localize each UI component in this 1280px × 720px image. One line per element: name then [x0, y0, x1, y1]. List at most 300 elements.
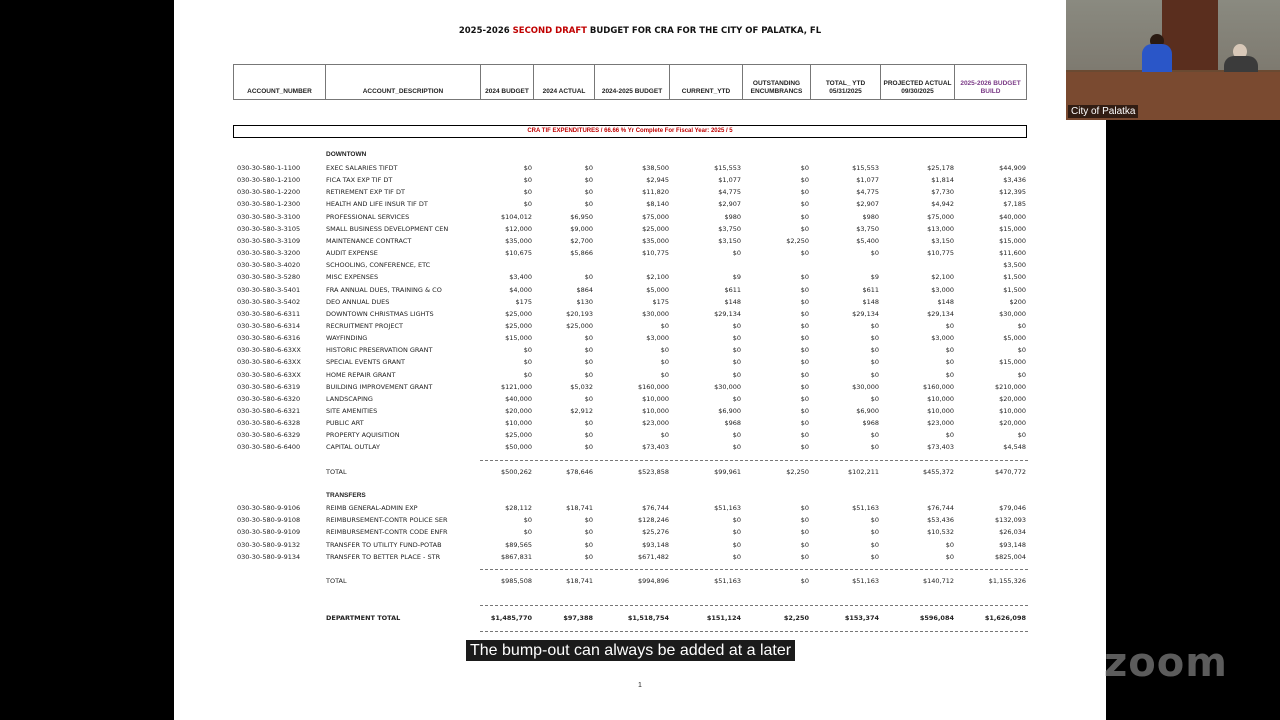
amount-cell: $3,500	[1003, 261, 1026, 270]
amount-cell: $0	[800, 419, 809, 428]
account-description-cell: RETIREMENT EXP TIF DT	[326, 188, 405, 197]
zoom-logo: zoom	[1104, 640, 1228, 686]
account-number-cell: 030-30-580-9-9108	[237, 516, 301, 525]
amount-cell: $175	[652, 297, 669, 306]
amount-cell: $0	[945, 370, 954, 379]
amount-cell: $4,000	[509, 285, 532, 294]
amount-cell: $0	[523, 528, 532, 537]
live-caption: The bump-out can always be added at a later	[466, 640, 795, 661]
table-row	[174, 308, 1106, 320]
account-description-cell: WAYFINDING	[326, 334, 368, 343]
account-number-cell: 030-30-580-3-5280	[237, 273, 301, 282]
amount-cell: $0	[732, 249, 741, 258]
account-description-cell: AUDIT EXPENSE	[326, 249, 378, 258]
header-2024-budget: 2024 BUDGET	[480, 64, 533, 100]
amount-cell: $93,148	[999, 540, 1026, 549]
amount-cell: $0	[945, 321, 954, 330]
amount-cell: $0	[732, 528, 741, 537]
amount-cell: $5,000	[646, 285, 669, 294]
amount-cell: $15,000	[999, 358, 1026, 367]
amount-cell: $28,112	[505, 504, 532, 512]
amount-cell: $0	[584, 528, 593, 537]
amount-cell: $10,000	[505, 419, 532, 428]
account-description-cell: SMALL BUSINESS DEVELOPMENT CEN	[326, 224, 449, 233]
table-row	[174, 429, 1106, 441]
account-number-cell: 030-30-580-6-6329	[237, 431, 301, 440]
amount-cell: $0	[800, 504, 809, 512]
amount-cell: $0	[584, 370, 593, 379]
account-description-cell: REIMBURSEMENT-CONTR CODE ENFR	[326, 528, 448, 537]
amount-cell: $0	[800, 309, 809, 318]
amount-cell: $0	[800, 176, 809, 185]
title-draft-highlight: SECOND DRAFT	[512, 26, 587, 36]
table-row	[174, 162, 1106, 174]
amount-cell: $25,276	[642, 528, 669, 537]
amount-cell: $2,907	[856, 200, 879, 209]
table-row	[174, 259, 1106, 271]
amount-cell: $0	[523, 358, 532, 367]
header-total-ytd: TOTAL_ YTD 05/31/2025	[810, 64, 880, 100]
amount-cell: $825,004	[994, 552, 1026, 561]
amount-cell: $40,000	[505, 394, 532, 403]
account-description-cell: SITE AMENITIES	[326, 407, 378, 415]
account-description-cell: DEO ANNUAL DUES	[326, 297, 390, 306]
account-number-cell: 030-30-580-3-3100	[237, 212, 301, 221]
department-total-row: DEPARTMENT TOTAL $1,485,770 $97,388 $1,518,754 $151,124 $2,250 $153,374 $596,084 $1,626,098	[326, 614, 1026, 622]
amount-cell: $210,000	[994, 382, 1026, 391]
amount-cell: $0	[945, 358, 954, 367]
amount-cell: $0	[800, 249, 809, 258]
amount-cell: $0	[800, 212, 809, 221]
amount-cell: $128,246	[637, 516, 669, 525]
account-description-cell: SPECIAL EVENTS GRANT	[326, 358, 405, 367]
amount-cell: $0	[584, 358, 593, 367]
amount-cell: $0	[732, 443, 741, 452]
amount-cell: $73,403	[642, 443, 669, 452]
amount-cell: $0	[732, 321, 741, 330]
account-description-cell: REIMB GENERAL-ADMIN EXP	[326, 504, 418, 512]
amount-cell: $10,000	[999, 407, 1026, 415]
header-current-ytd: CURRENT_YTD	[669, 64, 742, 100]
amount-cell: $3,436	[1003, 176, 1026, 185]
participant-video-tile[interactable]	[1066, 0, 1280, 120]
amount-cell: $76,744	[642, 504, 669, 512]
amount-cell: $0	[800, 188, 809, 197]
amount-cell: $3,750	[856, 224, 879, 233]
downtown-total-row: TOTAL $500,262 $78,646 $523,858 $99,961 $2,250 $102,211 $455,372 $470,772	[326, 468, 1026, 476]
table-row	[174, 284, 1106, 296]
amount-cell: $20,000	[999, 419, 1026, 428]
amount-cell: $73,403	[927, 443, 954, 452]
amount-cell: $12,000	[505, 224, 532, 233]
amount-cell: $0	[732, 540, 741, 549]
amount-cell: $0	[870, 540, 879, 549]
amount-cell: $148	[862, 297, 879, 306]
amount-cell: $0	[584, 419, 593, 428]
amount-cell: $0	[800, 443, 809, 452]
amount-cell: $0	[870, 516, 879, 525]
amount-cell: $132,093	[994, 516, 1026, 525]
amount-cell: $0	[870, 334, 879, 343]
amount-cell: $2,945	[646, 176, 669, 185]
amount-cell: $30,000	[642, 309, 669, 318]
amount-cell: $104,012	[500, 212, 532, 221]
amount-cell: $160,000	[922, 382, 954, 391]
amount-cell: $7,185	[1003, 200, 1026, 209]
amount-cell: $89,565	[505, 540, 532, 549]
amount-cell: $35,000	[642, 236, 669, 245]
amount-cell: $0	[732, 334, 741, 343]
amount-cell: $0	[660, 431, 669, 440]
account-number-cell: 030-30-580-9-9132	[237, 540, 301, 549]
amount-cell: $0	[945, 346, 954, 355]
amount-cell: $10,775	[927, 249, 954, 258]
amount-cell: $5,866	[570, 249, 593, 258]
amount-cell: $0	[800, 370, 809, 379]
amount-cell: $12,395	[999, 188, 1026, 197]
amount-cell: $0	[660, 370, 669, 379]
transfers-total-rule	[480, 569, 1028, 570]
amount-cell: $0	[584, 346, 593, 355]
amount-cell: $0	[660, 321, 669, 330]
amount-cell: $0	[800, 382, 809, 391]
amount-cell: $10,000	[642, 407, 669, 415]
amount-cell: $25,178	[927, 164, 954, 172]
account-description-cell: FRA ANNUAL DUES, TRAINING & CO	[326, 285, 442, 294]
table-row	[174, 417, 1106, 429]
amount-cell: $50,000	[505, 443, 532, 452]
account-description-cell: PROPERTY AQUISITION	[326, 431, 400, 440]
amount-cell: $864	[576, 285, 593, 294]
amount-cell: $148	[937, 297, 954, 306]
account-number-cell: 030-30-580-9-9134	[237, 552, 301, 561]
amount-cell: $5,032	[570, 382, 593, 391]
account-description-cell: DOWNTOWN CHRISTMAS LIGHTS	[326, 309, 434, 318]
table-row	[174, 211, 1106, 223]
amount-cell: $0	[870, 394, 879, 403]
amount-cell: $6,900	[718, 407, 741, 415]
amount-cell: $25,000	[505, 321, 532, 330]
budget-document	[174, 0, 1106, 720]
amount-cell: $29,134	[927, 309, 954, 318]
amount-cell: $0	[584, 176, 593, 185]
amount-cell: $0	[584, 394, 593, 403]
account-number-cell: 030-30-580-6-6314	[237, 321, 301, 330]
table-row	[174, 514, 1106, 526]
amount-cell: $0	[800, 297, 809, 306]
amount-cell: $30,000	[714, 382, 741, 391]
table-row	[174, 551, 1106, 563]
account-description-cell: TRANSFER TO UTILITY FUND-POTAB	[326, 540, 442, 549]
table-row	[174, 356, 1106, 368]
table-row	[174, 393, 1106, 405]
amount-cell: $75,000	[642, 212, 669, 221]
amount-cell: $671,482	[637, 552, 669, 561]
participant-name-label: City of Palatka	[1068, 105, 1138, 118]
amount-cell: $0	[732, 431, 741, 440]
amount-cell: $44,909	[999, 164, 1026, 172]
amount-cell: $0	[584, 540, 593, 549]
amount-cell: $6,900	[856, 407, 879, 415]
account-description-cell: TRANSFER TO BETTER PLACE - STR	[326, 552, 441, 561]
amount-cell: $1,500	[1003, 285, 1026, 294]
amount-cell: $0	[800, 200, 809, 209]
amount-cell: $3,000	[646, 334, 669, 343]
account-number-cell: 030-30-580-3-3105	[237, 224, 301, 233]
amount-cell: $15,000	[505, 334, 532, 343]
header-account-number: ACCOUNT_NUMBER	[233, 64, 325, 100]
table-row	[174, 198, 1106, 210]
amount-cell: $10,000	[642, 394, 669, 403]
amount-cell: $0	[800, 552, 809, 561]
amount-cell: $8,140	[646, 200, 669, 209]
department-total-rule	[480, 605, 1028, 606]
account-number-cell: 030-30-580-3-5401	[237, 285, 301, 294]
amount-cell: $2,912	[570, 407, 593, 415]
amount-cell: $0	[584, 552, 593, 561]
amount-cell: $968	[862, 419, 879, 428]
amount-cell: $4,775	[718, 188, 741, 197]
account-description-cell: REIMBURSEMENT-CONTR POLICE SER	[326, 516, 448, 525]
amount-cell: $0	[523, 200, 532, 209]
amount-cell: $15,000	[999, 236, 1026, 245]
amount-cell: $0	[523, 370, 532, 379]
table-row	[174, 271, 1106, 283]
amount-cell: $0	[870, 431, 879, 440]
header-account-description: ACCOUNT_DESCRIPTION	[325, 64, 480, 100]
amount-cell: $611	[862, 285, 879, 294]
amount-cell: $25,000	[642, 224, 669, 233]
header-2025-2026-budget-build: 2025-2026 BUDGET BUILD	[954, 64, 1027, 100]
amount-cell: $0	[523, 346, 532, 355]
transfers-total-row: TOTAL $985,508 $18,741 $994,896 $51,163 $0 $51,163 $140,712 $1,155,326	[326, 577, 1026, 585]
table-row	[174, 344, 1106, 356]
amount-cell: $15,553	[714, 164, 741, 172]
amount-cell: $11,600	[999, 249, 1026, 258]
amount-cell: $121,000	[500, 382, 532, 391]
header-2024-actual: 2024 ACTUAL	[533, 64, 594, 100]
table-row	[174, 405, 1106, 417]
table-row	[174, 186, 1106, 198]
account-number-cell: 030-30-580-1-2100	[237, 176, 301, 185]
downtown-total-rule	[480, 460, 1028, 461]
amount-cell: $175	[515, 297, 532, 306]
table-row	[174, 320, 1106, 332]
amount-cell: $53,436	[927, 516, 954, 525]
account-number-cell: 030-30-580-3-3109	[237, 236, 301, 245]
table-row	[174, 247, 1106, 259]
amount-cell: $2,250	[786, 236, 809, 245]
table-row	[174, 441, 1106, 453]
amount-cell: $0	[800, 321, 809, 330]
account-number-cell: 030-30-580-1-2300	[237, 200, 301, 209]
amount-cell: $6,950	[570, 212, 593, 221]
amount-cell: $11,820	[642, 188, 669, 197]
table-row	[174, 223, 1106, 235]
account-number-cell: 030-30-580-3-5402	[237, 297, 301, 306]
amount-cell: $20,000	[999, 394, 1026, 403]
amount-cell: $0	[1017, 370, 1026, 379]
amount-cell: $0	[584, 334, 593, 343]
table-row	[174, 539, 1106, 551]
account-description-cell: EXEC SALARIES TIFDT	[326, 164, 398, 172]
account-number-cell: 030-30-580-6-6328	[237, 419, 301, 428]
amount-cell: $0	[800, 516, 809, 525]
account-number-cell: 030-30-580-6-63XX	[237, 370, 301, 379]
amount-cell: $15,000	[999, 224, 1026, 233]
amount-cell: $0	[800, 528, 809, 537]
amount-cell: $51,163	[852, 504, 879, 512]
amount-cell: $0	[523, 176, 532, 185]
amount-cell: $76,744	[927, 504, 954, 512]
amount-cell: $3,000	[931, 334, 954, 343]
account-number-cell: 030-30-580-6-6321	[237, 407, 301, 415]
amount-cell: $0	[800, 334, 809, 343]
amount-cell: $23,000	[642, 419, 669, 428]
amount-cell: $3,000	[931, 285, 954, 294]
amount-cell: $0	[1017, 346, 1026, 355]
amount-cell: $0	[523, 516, 532, 525]
amount-cell: $0	[870, 552, 879, 561]
amount-cell: $25,000	[505, 309, 532, 318]
account-description-cell: HISTORIC PRESERVATION GRANT	[326, 346, 433, 355]
table-row	[174, 235, 1106, 247]
amount-cell: $0	[800, 285, 809, 294]
amount-cell: $0	[584, 188, 593, 197]
amount-cell: $0	[945, 540, 954, 549]
amount-cell: $0	[732, 346, 741, 355]
amount-cell: $9,000	[570, 224, 593, 233]
document-title: 2025-2026 SECOND DRAFT BUDGET FOR CRA FOR THE CITY OF PALATKA, FL	[458, 26, 822, 36]
amount-cell: $0	[660, 346, 669, 355]
account-description-cell: LANDSCAPING	[326, 394, 373, 403]
account-number-cell: 030-30-580-9-9109	[237, 528, 301, 537]
amount-cell: $29,134	[714, 309, 741, 318]
amount-cell: $148	[724, 297, 741, 306]
amount-cell: $0	[732, 516, 741, 525]
amount-cell: $20,193	[566, 309, 593, 318]
account-number-cell: 030-30-580-9-9106	[237, 504, 301, 512]
amount-cell: $25,000	[566, 321, 593, 330]
amount-cell: $0	[584, 443, 593, 452]
amount-cell: $0	[870, 443, 879, 452]
amount-cell: $0	[584, 200, 593, 209]
amount-cell: $0	[584, 516, 593, 525]
account-number-cell: 030-30-580-6-6319	[237, 382, 301, 391]
amount-cell: $0	[1017, 321, 1026, 330]
amount-cell: $0	[870, 249, 879, 258]
amount-cell: $79,046	[999, 504, 1026, 512]
account-number-cell: 030-30-580-6-6400	[237, 443, 301, 452]
account-number-cell: 030-30-580-6-6320	[237, 394, 301, 403]
account-description-cell: PROFESSIONAL SERVICES	[326, 212, 410, 221]
page-number: 1	[638, 682, 642, 689]
amount-cell: $51,163	[714, 504, 741, 512]
amount-cell: $26,034	[999, 528, 1026, 537]
table-row	[174, 296, 1106, 308]
account-description-cell: HOME REPAIR GRANT	[326, 370, 396, 379]
table-row	[174, 526, 1106, 538]
amount-cell: $1,500	[1003, 273, 1026, 282]
amount-cell: $0	[800, 540, 809, 549]
amount-cell: $0	[1017, 431, 1026, 440]
department-total-underline	[480, 631, 1028, 632]
amount-cell: $0	[732, 394, 741, 403]
amount-cell: $0	[870, 346, 879, 355]
amount-cell: $35,000	[505, 236, 532, 245]
amount-cell: $20,000	[505, 407, 532, 415]
account-description-cell: MISC EXPENSES	[326, 273, 379, 282]
account-description-cell: FICA TAX EXP TIF DT	[326, 176, 393, 185]
amount-cell: $3,400	[509, 273, 532, 282]
amount-cell: $0	[800, 273, 809, 282]
amount-cell: $30,000	[852, 382, 879, 391]
amount-cell: $0	[800, 346, 809, 355]
amount-cell: $4,775	[856, 188, 879, 197]
amount-cell: $4,548	[1003, 443, 1026, 452]
amount-cell: $0	[870, 321, 879, 330]
amount-cell: $13,000	[927, 224, 954, 233]
header-projected-actual: PROJECTED ACTUAL 09/30/2025	[880, 64, 954, 100]
amount-cell: $3,150	[718, 236, 741, 245]
table-row	[174, 332, 1106, 344]
section-bar: CRA TIF EXPENDITURES / 66.66 % Yr Complete For Fiscal Year: 2025 / 5	[233, 125, 1027, 138]
amount-cell: $0	[732, 358, 741, 367]
account-number-cell: 030-30-580-6-6311	[237, 309, 301, 318]
amount-cell: $0	[870, 528, 879, 537]
amount-cell: $3,750	[718, 224, 741, 233]
amount-cell: $0	[800, 431, 809, 440]
account-description-cell: CAPITAL OUTLAY	[326, 443, 380, 452]
amount-cell: $980	[724, 212, 741, 221]
account-description-cell: BUILDING IMPROVEMENT GRANT	[326, 382, 433, 391]
account-number-cell: 030-30-580-6-63XX	[237, 358, 301, 367]
amount-cell: $0	[800, 394, 809, 403]
amount-cell: $4,942	[931, 200, 954, 209]
account-description-cell: PUBLIC ART	[326, 419, 364, 428]
amount-cell: $0	[584, 431, 593, 440]
amount-cell: $93,148	[642, 540, 669, 549]
amount-cell: $10,532	[927, 528, 954, 537]
account-number-cell: 030-30-580-3-3200	[237, 249, 301, 258]
amount-cell: $611	[724, 285, 741, 294]
transfers-heading: TRANSFERS	[326, 492, 366, 499]
account-description-cell: MAINTENANCE CONTRACT	[326, 236, 412, 245]
header-2024-2025-budget: 2024-2025 BUDGET	[594, 64, 669, 100]
amount-cell: $9	[732, 273, 741, 282]
amount-cell: $10,000	[927, 394, 954, 403]
amount-cell: $968	[724, 419, 741, 428]
amount-cell: $2,100	[931, 273, 954, 282]
amount-cell: $2,100	[646, 273, 669, 282]
amount-cell: $0	[660, 358, 669, 367]
amount-cell: $5,400	[856, 236, 879, 245]
amount-cell: $0	[870, 370, 879, 379]
amount-cell: $25,000	[505, 431, 532, 440]
amount-cell: $0	[800, 224, 809, 233]
amount-cell: $1,814	[931, 176, 954, 185]
amount-cell: $1,077	[718, 176, 741, 185]
account-description-cell: RECRUITMENT PROJECT	[326, 321, 404, 330]
amount-cell: $5,000	[1003, 334, 1026, 343]
amount-cell: $980	[862, 212, 879, 221]
amount-cell: $40,000	[999, 212, 1026, 221]
amount-cell: $29,134	[852, 309, 879, 318]
amount-cell: $38,500	[642, 164, 669, 172]
amount-cell: $2,907	[718, 200, 741, 209]
amount-cell: $0	[732, 370, 741, 379]
downtown-heading: DOWNTOWN	[326, 151, 367, 158]
